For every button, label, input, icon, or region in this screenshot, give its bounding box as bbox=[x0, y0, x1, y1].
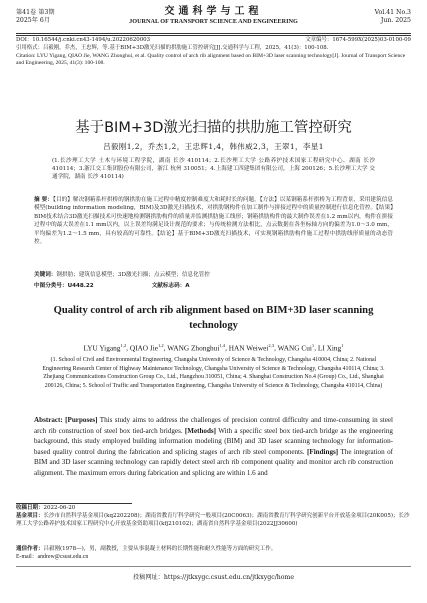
author-affiliation-mark: 1 bbox=[311, 343, 315, 348]
header-rule-thick bbox=[16, 33, 411, 34]
author-name-en: WANG Cui bbox=[277, 343, 312, 353]
footer-rule bbox=[16, 566, 411, 567]
author-affiliation-mark: 1,2 bbox=[157, 343, 164, 348]
abstract-label-cn: 摘 要： bbox=[34, 197, 54, 203]
author-affiliation-mark: 1,2 bbox=[120, 343, 127, 348]
received-date: 收稿日期：2022-06-20 bbox=[16, 505, 76, 511]
document-code: 文献标志码：A bbox=[151, 283, 190, 289]
author-affiliation-mark: 1,4 bbox=[219, 343, 226, 348]
author-email[interactable]: E-mail：andrew@csust.edu.cn bbox=[16, 554, 89, 560]
journal-header bbox=[16, 6, 411, 32]
paper-title-cn: 基于BIM+3D激光扫描的拱肋施工管控研究 bbox=[75, 120, 352, 136]
abstract-section-text: With a specific steel box tied-arch bridge as the engineering background, this study employed building information modeling (BIM) and 3D laser scanning technology for information-based quality control during the fabrication and splicing stages of arch rib steel components. bbox=[34, 426, 393, 456]
doi[interactable]: DOI：10.16544/j.cnki.cn43-1494/u.20220620003 bbox=[16, 37, 150, 43]
footnote-separator bbox=[16, 503, 132, 504]
header-volume-cn: 第41卷 第3期 2025年 6月 bbox=[16, 9, 55, 24]
header-volume-en: Vol.41 No.3 Jun. 2025 bbox=[374, 9, 411, 24]
authors-cn: 吕毅刚1,2，乔杰1,2，王忠辉1,4，韩伟威2,3，王翠1，李星1 bbox=[103, 142, 324, 151]
doi-line bbox=[16, 37, 411, 44]
affiliations-en: (1. School of Civil and Environmental Engineering, Changsha University of Science & Technology, Changsha 410004, China; 2. National Engineering Research Center of Highway Maintenance Technology, Changsha University of Science & Technology, Changsha 410114, China; 3. Zhejiang Communications Construction Group Co., Ltd., Hangzhou 310051, China; 4. Shanghai Construction No.4 (Group) Co., Ltd., Shanghai 200126, China; 5. School of Traffic and Transportation Engineering, Changsha University of Science & Technology, Changsha 410114, China) bbox=[42, 357, 385, 389]
abstract-cn bbox=[34, 196, 393, 246]
author-name-en: HAN Weiwei bbox=[228, 343, 269, 353]
header-rule-thin bbox=[16, 35, 411, 36]
abstract-section-marker: [Methods] bbox=[184, 426, 217, 435]
abstract-section-marker: [Findings] bbox=[307, 447, 339, 456]
clc-number: 中图分类号：U448.22 bbox=[34, 283, 94, 289]
classification-line bbox=[34, 282, 393, 290]
author-name-en: QIAO Jie bbox=[129, 343, 158, 353]
abstract-text-cn: 【目的】解决钢箱系杆拱桥的钢拱肋在施工过程中精度控制难度大和耗时长的问题。【方法】以某钢箱系杆拱桥为工程背景，采用建筑信息模型(building information modeling，BIM)及3D激光扫描技术，对拱肋钢构件在加工制作与拼接过程中的质量控制进行信息化管控。【结果】BIM技术结合3D激光扫描技术可快速地检测钢拱肋构件的质量并监测拱肋施工线形；钢箱拱肋构件的最大制作误差在1.2 mm以内，构件在拼接过程中的最大误差在1.1 mm以内，以上误差均满足设计规范的要求；与传统检测方法相比，点云数据在各坐标轴方向的偏差为1.0～3.0 mm，平均偏差为1.2～1.5 mm，具有较高的可靠性。【结论】基于BIM+3D激光扫描技术，可实现钢箱拱肋构件施工过程中拱肋线形质量的动态管控。 bbox=[34, 197, 394, 246]
journal-name-en: JOURNAL OF TRANSPORT SCIENCE AND ENGINEERING bbox=[129, 18, 298, 25]
funding: 基金项目：长沙市自然科学基金项目(kq2202208)；湖南省教育厅科学研究一般项目(20C0063)；湖南省教育厅科学研究创新平台开放基金项目(20K005)；长沙理工大学公路养护技术国家工程研究中心开放基金资助项目(kfj210102)；湖南省自然科学基金项目(2022JJ30600) bbox=[16, 513, 410, 527]
submission-url[interactable]: 投稿网址：https://jtkxygc.csust.edu.cn/jtkxygc/home bbox=[132, 574, 295, 581]
journal-name-cn: 交通科学与工程 bbox=[164, 6, 263, 17]
author-affiliation-mark: 2,3 bbox=[268, 343, 275, 348]
author-name-en: WANG Zhonghui bbox=[167, 343, 220, 353]
article-number: 文章编号：1674-599X(2025)03-0100-09 bbox=[305, 37, 411, 43]
paper-title-en: Quality control of arch rib alignment based on BIM+3D laser scanning technology bbox=[53, 305, 374, 331]
authors-en: LYU Yigang$^{1,2}$, QIAO Jie$^{1,2}$, WANG Zhonghui$^{1,4}$, HAN Weiwei$^{2,3}$, WANG Cui$^1$, LI Xing$^1$ bbox=[83, 343, 344, 353]
keywords-cn bbox=[34, 271, 393, 279]
affiliations-cn: (1.长沙理工大学 土木与环境工程学院，湖南 长沙 410114；2.长沙理工大学 公路养护技术国家工程研究中心，湖南 长沙 410114；3.浙江交工集团股份有限公司，浙江 杭州 310051；4.上海建工四建集团有限公司，上海 200126；5.长沙理工大学 交通学院，湖南 长沙 410114) bbox=[52, 158, 375, 181]
author-name-en: LI Xing bbox=[317, 343, 342, 353]
abstract-section-text: This study aims to address the challenges of precision control difficulty and time-consuming in steel arch rib construction of steel box tied-arch bridges. bbox=[34, 416, 393, 435]
author-name-en: LYU Yigang bbox=[83, 343, 121, 353]
citation-en: Citation: LYU Yigang, QIAO Jie, WANG Zhonghui, et al. Quality control of arch rib alignment based on BIM+3D laser scanning technology[J]. Journal of Transport Science and Engineering, 2025, 41(3): 100-108. bbox=[16, 53, 406, 67]
citation-cn: 引用格式：吕毅刚，乔杰，王忠辉，等.基于BIM+3D激光扫描的拱肋施工管控研究[J].交通科学与工程，2025，41(3)：100-108. bbox=[16, 45, 329, 51]
keywords-label-cn: 关键词： bbox=[34, 272, 57, 278]
abstract-section-marker: [Purposes] bbox=[65, 416, 98, 424]
abstract-label-en: Abstract: bbox=[34, 416, 63, 424]
corresponding-author: 通信作者：吕毅刚(1978—)，男，副教授，主要从事混凝土材料的长期性能和耐久性能等方面的研究工作。 bbox=[16, 546, 277, 552]
abstract-section-text: The integration of BIM and 3D laser scanning technology can rapidly detect steel arch rib component quality and monitor arch rib construction alignment. The maximum errors during fabrication and splicing are within 1.6 and bbox=[34, 447, 393, 477]
header-journal-name bbox=[16, 6, 411, 26]
keywords-text-cn: 钢拱肋；建筑信息模型；3D激光扫描；点云模型；信息化管控 bbox=[56, 272, 210, 278]
abstract-en bbox=[34, 415, 393, 478]
author-affiliation-mark: 1 bbox=[341, 343, 344, 348]
